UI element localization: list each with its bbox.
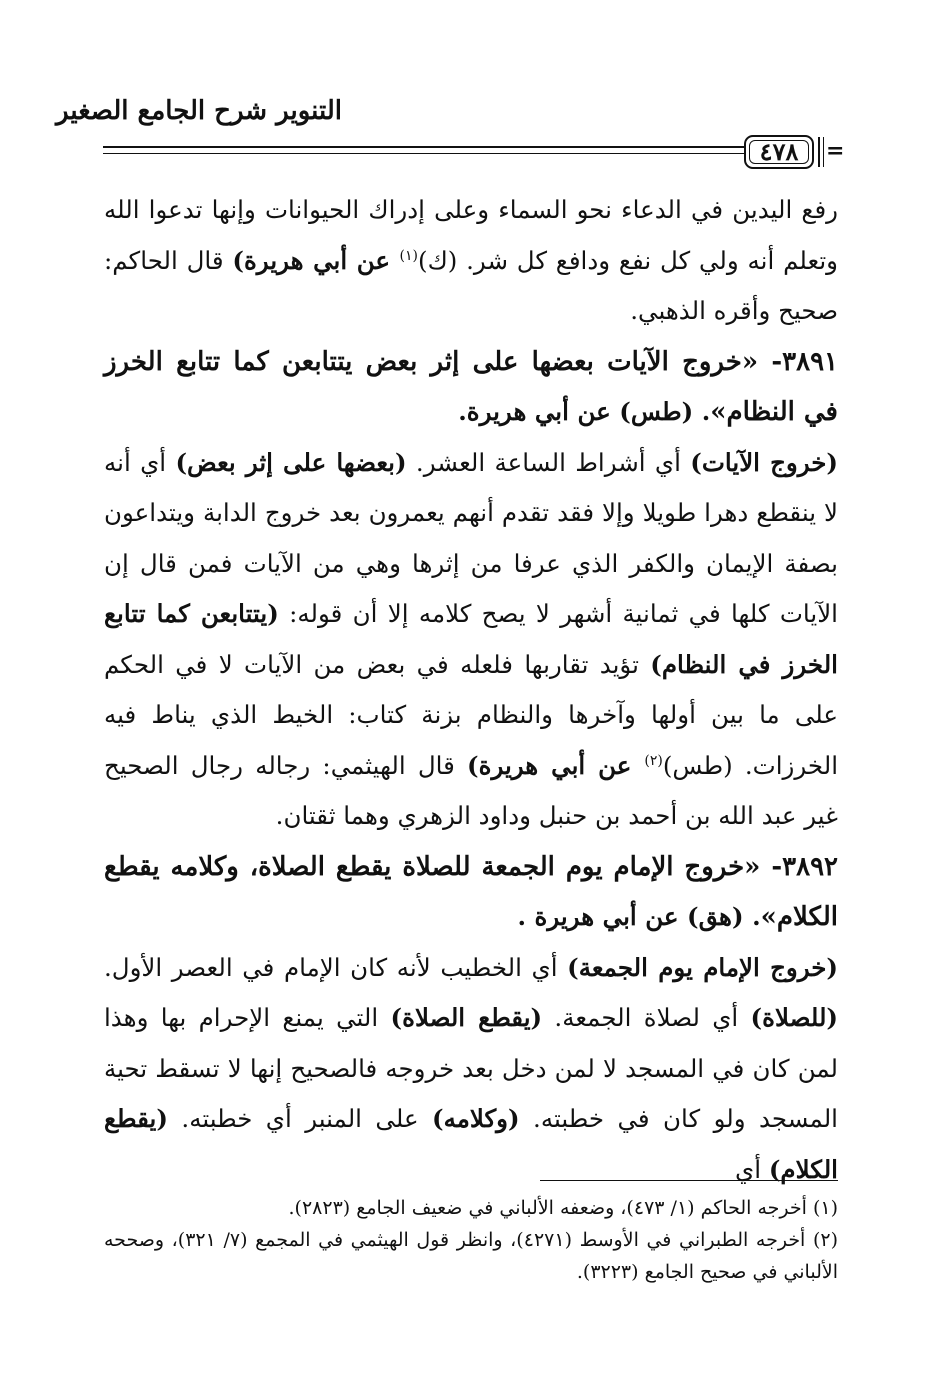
page-number: ٤٧٨ [759,137,799,166]
header-rule-bottom [103,153,744,154]
header-ornament-equal: = [826,138,845,164]
text-bold: (للصلاة) [750,1003,839,1032]
text-run: أي أشراط الساعة العشر. [406,447,691,477]
text-bold: (خروج الإمام يوم الجمعة) [567,952,839,982]
paragraph-commentary-1 [104,185,838,337]
text-run: على المنبر أي خطبته. [167,1104,433,1133]
text-run: أي لصلاة الجمعة. [542,1003,751,1032]
footnote-1: (١) أخرجه الحاكم (١/ ٤٧٣)، وضعفه الألباني في ضعيف الجامع (٢٨٢٣). [288,1197,838,1219]
hadith-3891 [104,337,838,438]
text-bold: عن أبي هريرة) [467,750,645,780]
hadith-source: . (هق) عن أبي هريرة . [517,902,761,931]
text-run: قال الحاكم: صحيح وأقره الذهبي. [104,245,838,325]
footnote-ref-2[interactable]: (٢) [644,752,663,769]
hadith-3892 [104,842,838,943]
text-run: أي أنه لا ينقطع دهرا طويلا وإلا فقد تقدم أنهم يعمرون بعد خروج الدابة ويتداعون بصفة الإيمان والكفر الذي عرفا من إثرها وهي من الآيات فمن قال إن الآيات كلها في ثمانية أشهر لا يصح كلامه إلا أن قوله: [104,447,838,628]
hadith-text: «خروج الإمام يوم الجمعة للصلاة يقطع الصلاة، وكلامه يقطع الكلام» [104,851,838,932]
text-run: التي يمنع الإحرام بها وهذا لمن كان في المسجد لا لمن دخل بعد خروجه فالصحيح إنها لا تسقط تحية المسجد ولو كان في خطبته. [104,1003,838,1133]
text-bold: (يتتابعن كما تتابع الخرز في النظام) [104,599,838,679]
footnotes [104,1192,838,1288]
main-text [104,185,838,1195]
header-ornament-bars [818,137,824,167]
text-run: تؤيد تقاربها فلعله في بعض من الآيات لا في الحكم على ما بين أولها وآخرها والنظام بزنة كتاب: الخيط الذي يناط فيه الخرزات. (طس) [104,649,838,780]
page-number-frame [744,135,814,169]
text-run: رفع اليدين في الدعاء نحو السماء وعلى إدراك الحيوانات وإنها تدعوا الله وتعلم أنه ولي كل نفع ودافع كل شر. (ك) [104,195,838,275]
hadith-number: ٣٨٩٢- [760,851,839,882]
text-run: أي الخطيب لأنه كان الإمام في العصر الأول. [104,952,568,982]
text-bold: (يقطع الكلام) [104,1104,838,1184]
text-bold: (وكلامه) [432,1104,520,1133]
text-bold: عن أبي هريرة) [232,245,400,275]
text-bold: (خروج الآيات) [690,447,838,477]
footnote-2: (٢) أخرجه الطبراني في الأوسط (٤٢٧١)، وانظر قول الهيثمي في المجمع (٧/ ٣٢١)، وصححه الألباني في صحيح الجامع (٣٢٢٣). [104,1229,839,1283]
text-run: قال الهيثمي: رجاله رجال الصحيح غير عبد الله بن أحمد بن حنبل وداود الزهري وهما ثقتان. [104,750,838,830]
hadith-number: ٣٨٩١- [758,346,839,377]
paragraph-commentary-3 [104,943,838,1196]
paragraph-commentary-2 [104,438,838,842]
hadith-source: . (طس) عن أبي هريرة. [458,397,711,426]
footnote-separator [540,1180,838,1181]
footnote-ref-1[interactable]: (١) [399,247,419,264]
header-rule-top [103,146,744,148]
text-bold: (يقطع الصلاة) [390,1003,543,1032]
text-run: أي [735,1154,769,1184]
hadith-text: «خروج الآيات بعضها على إثر بعض يتتابعن كما تتابع الخرز في النظام» [104,346,838,427]
running-title: التنوير شرح الجامع الصغير [56,96,342,126]
text-bold: (بعضها على إثر بعض) [175,447,407,477]
